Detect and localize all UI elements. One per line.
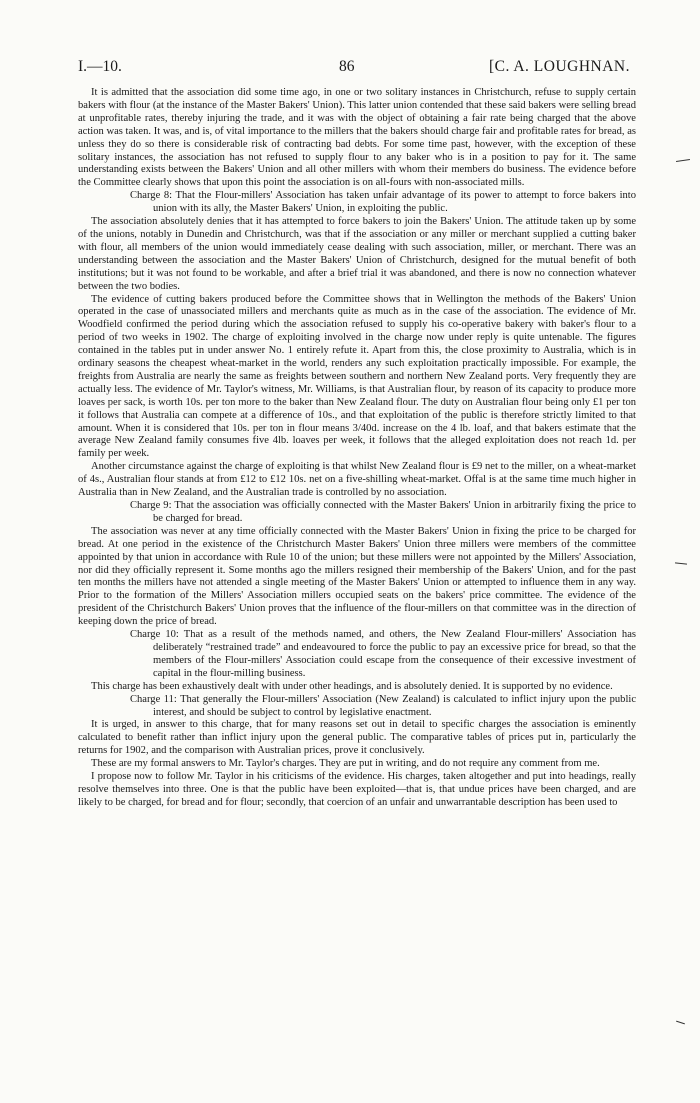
- charge-10: Charge 10: That as a result of the methods named, and others, the New Zealand Flour-millers' Association has deliberately “restrained trade” and endeavoured to force the public to pay an excessive price for bread, so that the members of the Flour-millers' Association could escape from the consequence of their excessive investment of capital in the flour-milling business.: [130, 629, 636, 679]
- witness-name: [C. A. LOUGHNAN.: [488, 58, 630, 75]
- paragraph: Another circumstance against the charge of exploiting is that whilst New Zealand flour is £9 net to the miller, on a wheat-market of 4s., Australian flour stands at from £12 to £12 10s. net on a five-shilling wheat-market. Offal is at the same time much higher in Australia than in New Zealand, and the Australian trade is controlled by no association.: [78, 461, 636, 499]
- margin-mark: [676, 1021, 685, 1025]
- margin-mark: [676, 159, 690, 162]
- paragraph: The association absolutely denies that it has attempted to force bakers to join the Bakers' Union. The attitude taken up by some of the unions, notably in Dunedin and Christchurch, was that if the association or any miller or merchant supplied a cutting baker with flour, all members of the union would immediately cease dealing with such association, miller, or merchant. There was an understanding between the association and the Master Bakers' Union of Christchurch, designed for the mutual benefit of both institutions; but it was not found to be workable, and after a brief trial it was abandoned, and there is now no connection whatever between the two bodies.: [78, 216, 636, 292]
- paragraph: It is admitted that the association did some time ago, in one or two solitary instances in Christchurch, refuse to supply certain bakers with flour (at the instance of the Master Bakers' Union). This latter union contended that these said bakers were selling bread at unprofitable rates, thereby injuring the trade, and it was with the object of obtaining a fair rate being charged that the above action was taken. It was, and is, of vital importance to the millers that the bakers should charge fair and profitable rates for bread, as unless they do so there is considerable risk of contracting bad debts. For some time past, however, with the exception of these solitary instances, the association has not refused to supply flour to any baker who is in a position to pay for it. The same understanding exists between the Bakers' Union and all other millers with whom their members do business. The evidence before the Committee clearly shows that upon this point the association is on all-fours with non-associated mills.: [78, 87, 636, 189]
- paragraph: These are my formal answers to Mr. Taylor's charges. They are put in writing, and do not require any comment from me.: [91, 758, 600, 770]
- paragraph: The association was never at any time officially connected with the Master Bakers' Union in fixing the price to be charged for bread. At one period in the existence of the Christchurch Master Bakers' Union three millers were members of the committee appointed by that union in accordance with Rule 10 of the union; but these millers were not appointed by the Millers' Association, nor did they officially represent it. Some months ago the millers resigned their membership of the Bakers' Union, and for the past ten months the millers have not attended a single meeting of the Master Bakers' Union or attempted to influence them in any way. Prior to the formation of the Millers' Association millers occupied seats on the bakers' price committee. The evidence of the president of the Christchurch Bakers' Union proves that the influence of the flour-millers on that committee was in the direction of keeping down the price of bread.: [78, 525, 636, 628]
- page-number: 86: [339, 58, 355, 75]
- charge-8: Charge 8: That the Flour-millers' Association has taken unfair advantage of its power to attempt to force bakers into union with its ally, the Master Bakers' Union, in exploiting the public.: [130, 190, 636, 215]
- paragraph: This charge has been exhaustively dealt with under other headings, and is absolutely denied. It is supported by no evidence.: [91, 680, 613, 692]
- paragraph: The evidence of cutting bakers produced before the Committee shows that in Wellington the methods of the Bakers' Union operated in the case of unassociated millers and merchants quite as much as in the case of the association. The evidence of Mr. Woodfield confirmed the period during which the association refused to supply his co-operative bakery with baker's flour to a period of two weeks in 1902. The charge of exploiting involved in the charge now under reply is quite untenable. The figures contained in the tables put in under answer No. 1 entirely refute it. Apart from this, the close proximity to Australia, which is in ordinary seasons the cheapest wheat-market in the world, renders any such exploitation practically impossible. For example, the freights from Australia are nearly the same as freights between southern and northern New Zealand ports. Very frequently they are actually less. The evidence of Mr. Taylor's witness, Mr. Williams, is that Australian flour, by reason of its capacity to produce more loaves per sack, is worth 10s. per ton more to the baker than New Zealand flour. The duty on Australian flour being only £1 per ton it follows that Australia can compete at a difference of 10s., and that exploitation of the public is therefore strictly limited to that amount. When it is considered that 10s. per ton in flour means 3/40d. increase on the 4 lb. loaf, and that bakers estimate that the average New Zealand family consumes five 4lb. loaves per week, it follows that the alleged exploitation does not reach 1d. per family per week.: [78, 293, 636, 460]
- page-header: [78, 58, 630, 78]
- document-body: [78, 87, 636, 810]
- margin-mark: [675, 562, 687, 564]
- charge-11: Charge 11: That generally the Flour-millers' Association (New Zealand) is calculated to inflict injury upon the public interest, and should be subject to control by legislative enactment.: [130, 693, 636, 718]
- charge-9: Charge 9: That the association was officially connected with the Master Bakers' Union in arbitrarily fixing the price to be charged for bread.: [130, 500, 636, 524]
- paragraph: I propose now to follow Mr. Taylor in his criticisms of the evidence. His charges, taken altogether and put into headings, really resolve themselves into three. One is that the public have been exploited—that is, that undue prices have been charged, and are likely to be charged, for bread and for flour; secondly, that coercion of an unfair and unwarrantable description has been used to: [78, 771, 636, 808]
- document-reference: I.—10.: [78, 58, 122, 75]
- paragraph: It is urged, in answer to this charge, that for many reasons set out in detail to specific charges the association is eminently calculated to benefit rather than inflict injury upon the general public. The comparative tables of prices put in, particularly the returns for 1902, and the comparison with Australian prices, prove it conclusively.: [78, 719, 636, 757]
